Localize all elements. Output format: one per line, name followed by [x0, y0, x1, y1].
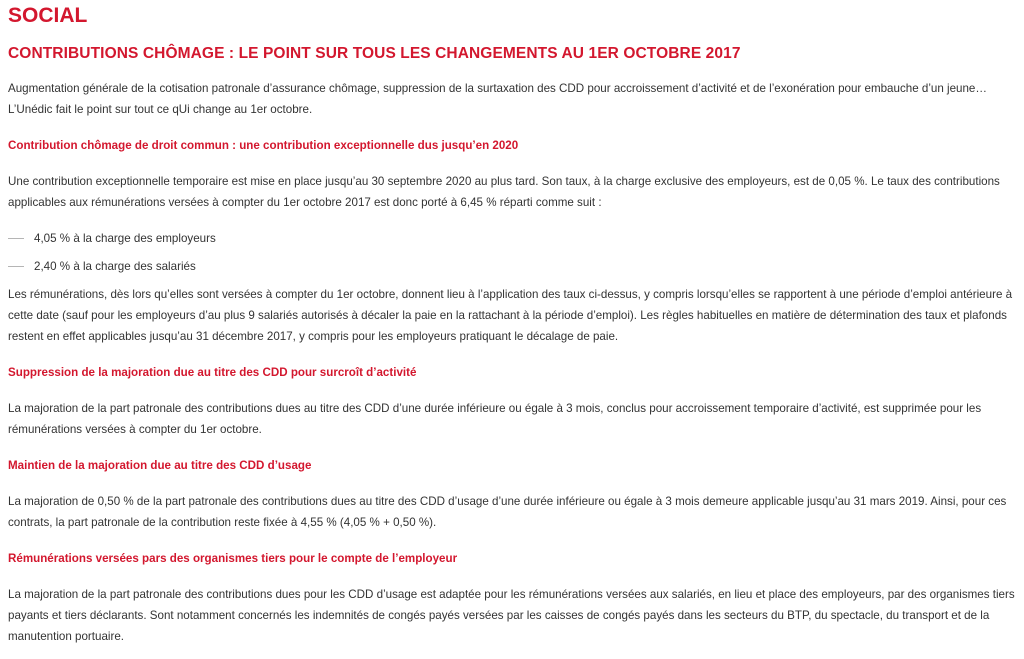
- rates-list: [8, 228, 1016, 277]
- section-heading-droit-commun: Contribution chômage de droit commun : une contribution exceptionnelle dus jusqu’en 2020: [8, 139, 519, 152]
- dash-bullet-icon: [8, 238, 24, 239]
- list-item: [8, 228, 1016, 249]
- list-item-text: 2,40 % à la charge des salariés: [34, 260, 196, 273]
- article-intro: Augmentation générale de la cotisation patronale d’assurance chômage, suppression de la surtaxation des CDD pour accroissement d’activité et de l’exonération pour embauche d’un jeune… L’Unédic fait le point sur tout ce qUi change au 1er octobre.: [8, 82, 987, 116]
- section-heading-organismes-tiers: Rémunérations versées pars des organismes tiers pour le compte de l’employeur: [8, 552, 458, 565]
- section-paragraph-droit-commun: Une contribution exceptionnelle temporaire est mise en place jusqu’au 30 septembre 2020 au plus tard. Son taux, à la charge exclusive des employeurs, est de 0,05 %. Le taux des contributions applicables aux rémunérations versées à compter du 1er octobre 2017 est donc porté à 6,45 % réparti comme suit :: [8, 175, 1000, 209]
- section-paragraph-suppression-majoration: La majoration de la part patronale des contributions dues au titre des CDD d’une durée inférieure ou égale à 3 mois, conclus pour accroissement temporaire d’activité, est supprimée pour les rémunérations versées à compter du 1er octobre.: [8, 402, 982, 436]
- dash-bullet-icon: [8, 266, 24, 267]
- section-paragraph-maintien-majoration: La majoration de 0,50 % de la part patronale des contributions dues au titre des CDD d’usage d’une durée inférieure ou égale à 3 mois demeure applicable jusqu’au 31 mars 2019. Ainsi, pour ces contrats, la part patronale de la contribution reste fixée à 4,55 % (4,05 % + 0,50 %).: [8, 495, 1007, 529]
- section-heading-maintien-majoration: Maintien de la majoration due au titre des CDD d’usage: [8, 459, 312, 472]
- article-title: CONTRIBUTIONS CHÔMAGE : LE POINT SUR TOUS LES CHANGEMENTS AU 1ER OCTOBRE 2017: [8, 45, 741, 62]
- list-item-text: 4,05 % à la charge des employeurs: [34, 232, 216, 245]
- category-label: SOCIAL: [8, 4, 88, 27]
- section-heading-suppression-majoration: Suppression de la majoration due au titre des CDD pour surcroît d’activité: [8, 366, 417, 379]
- section-paragraph-remunerations: Les rémunérations, dès lors qu’elles sont versées à compter du 1er octobre, donnent lieu à l’application des taux ci-dessus, y compris lorsqu’elles se rapportent à une période d’emploi antérieure à cette date (sauf pour les employeurs d’au plus 9 salariés autorisés à décaler la paie en la rattachant à la période d’emploi). Les règles habituelles en matière de détermination des taux et plafonds restent en effet applicables jusqu’au 31 décembre 2017, y compris pour les employeurs pratiquant le décalage de paie.: [8, 288, 1013, 343]
- list-item: [8, 256, 1016, 277]
- section-paragraph-organismes-tiers: La majoration de la part patronale des contributions dues pour les CDD d’usage est adaptée pour les rémunérations versées aux salariés, en lieu et place des employeurs, par des organismes tiers payants et tiers déclarants. Sont notamment concernés les indemnités de congés payés versées par les caisses de congés payés dans les secteurs du BTP, du spectacle, du transport et de la manutention portuaire.: [8, 588, 1015, 643]
